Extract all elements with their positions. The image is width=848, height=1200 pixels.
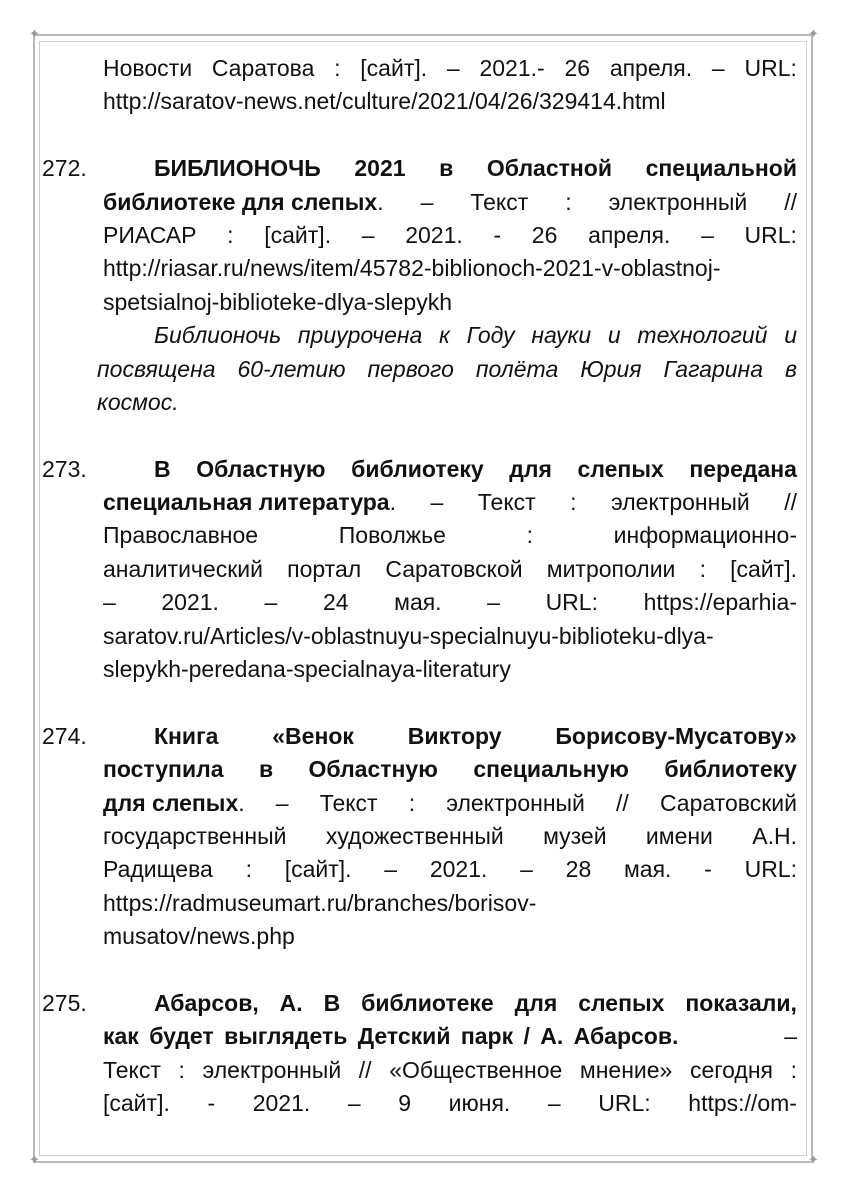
text-fragment: – (420, 188, 434, 215)
text-fragment: специальную (473, 756, 629, 783)
text-fragment: – (103, 589, 116, 616)
text-fragment: : (227, 221, 234, 248)
text-fragment: специальной (645, 155, 797, 182)
text-fragment: 26 (564, 55, 591, 81)
entry-272 (42, 152, 798, 419)
text-fragment: сегодня (689, 1056, 773, 1083)
text-fragment: URL: (598, 1090, 651, 1117)
text-fragment: 2021. (429, 856, 488, 883)
text-fragment: В (154, 455, 171, 482)
text-fragment: 60-летию (237, 355, 346, 382)
text-fragment: 26 (531, 221, 558, 248)
text-fragment: : (570, 489, 577, 516)
text-fragment: 2021 (354, 155, 406, 182)
text-fragment: : (790, 1056, 797, 1083)
text-fragment: Саратовский (659, 789, 797, 816)
text-fragment: Саратовской (385, 555, 523, 582)
text-fragment: - (704, 856, 712, 883)
text-line (103, 1087, 797, 1120)
text-fragment: библиотеку (664, 756, 797, 783)
text-fragment: : (565, 188, 572, 215)
text-fragment: информационно- (613, 522, 797, 549)
text-fragment: художественный (325, 822, 504, 849)
text-fragment: – (430, 489, 444, 516)
text-fragment: - (207, 1090, 216, 1117)
entry-url-cont[interactable]: spetsialnoj-biblioteke-dlya-slepykh (103, 288, 453, 315)
text-fragment: . (238, 789, 245, 816)
text-fragment: 9 (398, 1090, 412, 1117)
corner-ornament-bottom-left: ✦ (29, 1153, 40, 1168)
text-line (154, 152, 797, 185)
text-line (103, 787, 797, 820)
text-fragment: Текст (103, 1056, 161, 1083)
text-fragment: технологий (637, 322, 768, 349)
text-fragment: портал (287, 555, 362, 582)
text-fragment: полёта (475, 355, 559, 382)
text-fragment: РИАСАР (103, 221, 197, 248)
entry-url-cont[interactable]: musatov/news.php (103, 923, 295, 950)
text-fragment: URL: (744, 55, 797, 81)
text-fragment: А.Н. (752, 822, 797, 849)
text-fragment: [сайт]. (284, 856, 352, 883)
text-fragment: Борисову-Мусатову» (555, 722, 797, 749)
text-fragment: – (547, 1090, 561, 1117)
text-fragment: : (245, 856, 252, 883)
entry-273 (42, 453, 798, 687)
text-fragment: электронный (611, 489, 750, 516)
text-fragment: Текст (470, 188, 529, 215)
text-fragment: государственный (103, 822, 287, 849)
text-fragment: - (493, 221, 502, 248)
text-fragment: мая. (623, 856, 672, 883)
text-fragment: https://eparhia- (643, 589, 797, 616)
text-fragment: первого (367, 355, 454, 382)
text-fragment (103, 486, 396, 519)
text-fragment: : (408, 789, 416, 816)
text-fragment: Гагарина (663, 355, 763, 382)
text-fragment: и (784, 322, 797, 349)
text-fragment: Областную (308, 756, 438, 783)
corner-ornament-top-left: ✦ (29, 27, 40, 42)
text-line (154, 987, 797, 1020)
text-fragment: Новости (103, 55, 193, 81)
text-fragment: в (439, 155, 454, 182)
text-fragment: Году (466, 322, 515, 349)
text-fragment: Областную (196, 455, 326, 482)
entry-url[interactable]: saratov.ru/Articles/v-oblastnuyu-specialnuyu-biblioteku-dlya- (103, 622, 714, 649)
text-fragment: июня. (448, 1090, 511, 1117)
text-line (103, 486, 797, 519)
text-fragment: апреля. (609, 55, 693, 81)
text-fragment: для слепых (103, 789, 239, 816)
text-fragment: А. (279, 989, 303, 1016)
text-fragment: Радищева (103, 856, 213, 883)
text-line (103, 553, 797, 586)
text-fragment: электронный (608, 188, 748, 215)
text-fragment: посвящена (97, 355, 216, 382)
continuation-url[interactable]: http://saratov-news.net/culture/2021/04/26/329414.html (103, 88, 666, 115)
text-line (103, 519, 797, 552)
text-line (154, 453, 797, 486)
text-fragment: в (258, 756, 274, 783)
text-fragment: слепых (577, 455, 664, 482)
entry-url[interactable]: https://radmuseumart.ru/branches/borisov- (103, 889, 537, 916)
text-line (103, 820, 797, 853)
text-line (103, 586, 797, 619)
entry-274 (42, 720, 798, 954)
text-fragment: Саратова (211, 55, 315, 81)
text-fragment: апреля. (588, 221, 671, 248)
entry-number: 275. (42, 989, 87, 1016)
text-fragment: // (784, 489, 797, 516)
text-fragment: Текст (319, 789, 378, 816)
entry-abstract (154, 319, 797, 352)
text-fragment: музей (543, 822, 607, 849)
text-fragment: Абарсов, (154, 989, 259, 1016)
text-fragment: Текст (477, 489, 536, 516)
text-fragment: // (616, 789, 629, 816)
text-fragment: библиотеке для слепых (103, 188, 378, 215)
text-fragment: 2021.- (479, 55, 545, 81)
text-fragment: [сайт]. (264, 221, 332, 248)
text-fragment: и (607, 322, 621, 349)
text-fragment: передана (689, 455, 797, 482)
entry-number: 272. (42, 155, 87, 182)
corner-ornament-top-right: ✦ (808, 27, 819, 42)
text-fragment: – (361, 221, 375, 248)
text-fragment: электронный (446, 789, 585, 816)
text-fragment: 28 (565, 856, 592, 883)
text-line (103, 753, 797, 786)
text-fragment: 2021. (405, 221, 463, 248)
text-fragment: // (784, 188, 797, 215)
text-fragment: – (264, 589, 278, 616)
text-fragment: мнение» (579, 1056, 673, 1083)
entry-number: 273. (42, 455, 87, 482)
text-fragment: Виктору (407, 722, 502, 749)
text-fragment: к (439, 322, 450, 349)
entry-275 (42, 987, 798, 1121)
text-fragment: URL: (744, 856, 797, 883)
text-fragment: электронный (202, 1056, 342, 1083)
text-fragment: специальная литература (103, 489, 390, 516)
text-fragment: Православное (103, 522, 259, 549)
text-fragment: – (711, 55, 725, 81)
text-fragment: в (784, 355, 797, 382)
text-line (103, 186, 797, 219)
text-fragment: URL: (545, 589, 598, 616)
text-fragment: имени (645, 822, 713, 849)
text-fragment: «Общественное (389, 1056, 563, 1083)
text-fragment: URL: (744, 221, 797, 248)
text-line (103, 853, 797, 886)
text-fragment: : (178, 1056, 185, 1083)
text-fragment: Библионочь (154, 322, 282, 349)
text-fragment: как будет выглядеть Детский парк / А. Абарсов. (103, 1023, 679, 1050)
text-fragment: В (323, 989, 341, 1016)
text-fragment: [сайт]. (103, 1090, 170, 1117)
text-fragment: митрополии (546, 555, 676, 582)
text-fragment: [сайт]. (360, 55, 428, 81)
text-fragment: – (446, 55, 460, 81)
text-fragment: БИБЛИОНОЧЬ (154, 155, 321, 182)
text-fragment: Областной (486, 155, 612, 182)
corner-ornament-bottom-right: ✦ (808, 1153, 819, 1168)
text-fragment: // (358, 1056, 372, 1083)
text-fragment: для (509, 455, 552, 482)
text-fragment: – (275, 789, 289, 816)
text-fragment: : (526, 522, 533, 549)
text-fragment: библиотеку (351, 455, 484, 482)
continuation-entry (42, 52, 798, 119)
entry-url-cont[interactable]: slepykh-peredana-specialnaya-literatury (103, 656, 511, 683)
text-fragment: мая. (394, 589, 442, 616)
text-fragment: – (520, 856, 533, 883)
text-fragment: Юрия (580, 355, 642, 382)
text-fragment: Поволжье (338, 522, 446, 549)
text-fragment: – (701, 221, 714, 248)
text-line (154, 720, 797, 753)
text-line: космос. (97, 388, 179, 415)
text-fragment: показали, (685, 989, 797, 1016)
text-line (103, 1020, 797, 1053)
text-fragment (103, 186, 384, 219)
text-fragment: – (784, 1023, 797, 1050)
text-fragment: 2021. (252, 1090, 311, 1117)
text-fragment: . (377, 188, 384, 215)
text-fragment: 24 (322, 589, 349, 616)
text-line (97, 353, 797, 386)
text-fragment: слепых (578, 989, 665, 1016)
text-fragment: поступила (103, 756, 224, 783)
entry-number: 274. (42, 722, 87, 749)
text-fragment: : (699, 555, 706, 582)
text-fragment (103, 787, 245, 820)
text-fragment: 2021. (161, 589, 219, 616)
text-line (103, 1054, 797, 1087)
text-fragment: Книга (154, 722, 219, 749)
text-fragment: приурочена (297, 322, 423, 349)
text-fragment: – (384, 856, 398, 883)
text-fragment: для (514, 989, 558, 1016)
text-fragment: аналитический (103, 555, 263, 582)
text-fragment: «Венок (272, 722, 354, 749)
text-line (103, 219, 797, 252)
text-fragment: . (389, 489, 396, 516)
text-fragment: https://om- (688, 1090, 797, 1117)
continuation-line-1 (103, 52, 797, 85)
text-fragment: науки (531, 322, 592, 349)
text-fragment: : (334, 55, 341, 81)
entry-url[interactable]: http://riasar.ru/news/item/45782-biblionoch-2021-v-oblastnoj- (103, 255, 721, 282)
text-fragment: – (487, 589, 500, 616)
text-fragment: – (347, 1090, 361, 1117)
text-fragment: библиотеке (361, 989, 494, 1016)
text-fragment: [сайт]. (730, 555, 797, 582)
bibliography-content (42, 52, 798, 1121)
